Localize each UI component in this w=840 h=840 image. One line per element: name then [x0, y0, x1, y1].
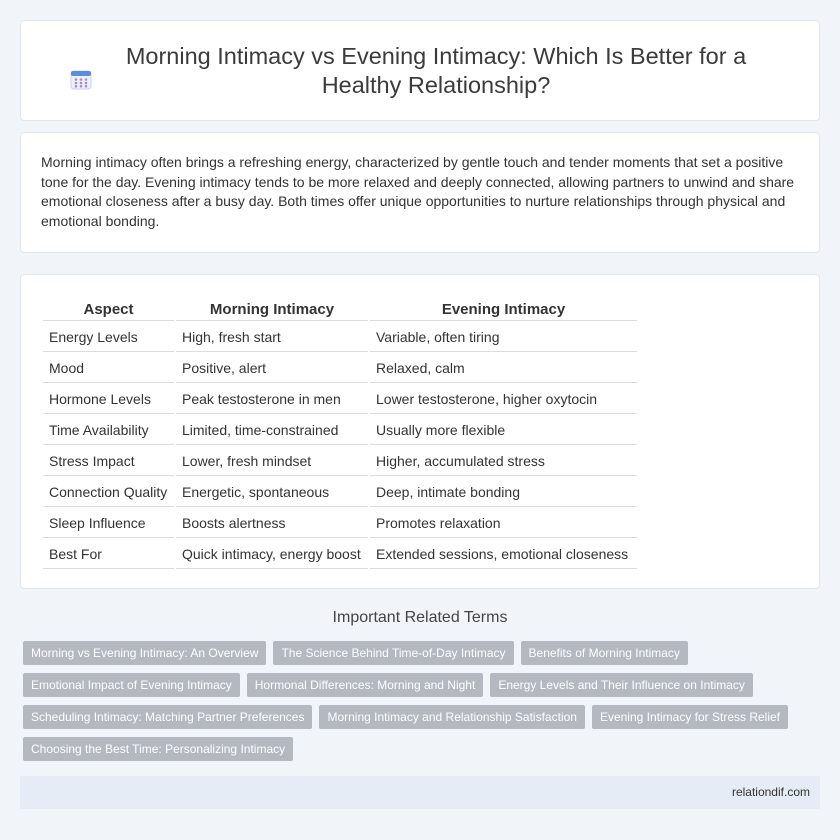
table-row: [43, 385, 637, 414]
table-cell: Best For: [43, 540, 174, 569]
related-term-link[interactable]: Evening Intimacy for Stress Relief: [592, 705, 788, 729]
table-row: [43, 354, 637, 383]
table-cell: Variable, often tiring: [370, 323, 637, 352]
table-cell: Energy Levels: [43, 323, 174, 352]
related-term-link[interactable]: Emotional Impact of Evening Intimacy: [23, 673, 240, 697]
column-header-evening: Evening Intimacy: [370, 297, 637, 321]
table-header-row: [43, 297, 637, 321]
table-cell: Peak testosterone in men: [176, 385, 368, 414]
table-cell: Lower testosterone, higher oxytocin: [370, 385, 637, 414]
table-cell: Hormone Levels: [43, 385, 174, 414]
table-cell: Higher, accumulated stress: [370, 447, 637, 476]
related-terms-list: [23, 641, 823, 761]
intro-card: [20, 132, 820, 253]
calendar-icon: [70, 68, 92, 90]
table-row: [43, 478, 637, 507]
column-header-morning: Morning Intimacy: [176, 297, 368, 321]
table-row: [43, 509, 637, 538]
footer: [20, 776, 820, 809]
table-cell: High, fresh start: [176, 323, 368, 352]
table-cell: Promotes relaxation: [370, 509, 637, 538]
table-cell: Quick intimacy, energy boost: [176, 540, 368, 569]
related-term-link[interactable]: The Science Behind Time-of-Day Intimacy: [273, 641, 513, 665]
related-term-link[interactable]: Morning vs Evening Intimacy: An Overview: [23, 641, 266, 665]
table-cell: Time Availability: [43, 416, 174, 445]
related-term-link[interactable]: Choosing the Best Time: Personalizing Intimacy: [23, 737, 293, 761]
site-link[interactable]: relationdif.com: [731, 785, 810, 799]
header-card: [20, 20, 820, 121]
table-cell: Deep, intimate bonding: [370, 478, 637, 507]
column-header-aspect: Aspect: [43, 297, 174, 321]
related-term-link[interactable]: Morning Intimacy and Relationship Satisfaction: [319, 705, 584, 729]
related-term-link[interactable]: Benefits of Morning Intimacy: [521, 641, 688, 665]
related-term-link[interactable]: Energy Levels and Their Influence on Intimacy: [490, 673, 753, 697]
table-cell: Sleep Influence: [43, 509, 174, 538]
table-cell: Stress Impact: [43, 447, 174, 476]
comparison-table: [41, 295, 639, 571]
comparison-card: [20, 274, 820, 589]
table-row: [43, 416, 637, 445]
table-cell: Usually more flexible: [370, 416, 637, 445]
table-cell: Boosts alertness: [176, 509, 368, 538]
intro-text: Morning intimacy often brings a refreshing energy, characterized by gentle touch and tender moments that set a positive tone for the day. Evening intimacy tends to be more relaxed and deeply connected, allowing partners to unwind and share emotional closeness after a busy day. Both times offer unique opportunities to nurture relationships through physical and emotional bonding.: [41, 154, 795, 229]
table-cell: Limited, time-constrained: [176, 416, 368, 445]
table-cell: Lower, fresh mindset: [176, 447, 368, 476]
table-row: [43, 323, 637, 352]
page-title: Morning Intimacy vs Evening Intimacy: Which Is Better for a Healthy Relationship?: [125, 42, 747, 98]
related-terms-heading: Important Related Terms: [332, 609, 508, 626]
table-cell: Energetic, spontaneous: [176, 478, 368, 507]
table-cell: Extended sessions, emotional closeness: [370, 540, 637, 569]
related-term-link[interactable]: Scheduling Intimacy: Matching Partner Preferences: [23, 705, 312, 729]
table-row: [43, 447, 637, 476]
table-cell: Connection Quality: [43, 478, 174, 507]
table-cell: Mood: [43, 354, 174, 383]
related-term-link[interactable]: Hormonal Differences: Morning and Night: [247, 673, 484, 697]
table-cell: Relaxed, calm: [370, 354, 637, 383]
table-cell: Positive, alert: [176, 354, 368, 383]
table-row: [43, 540, 637, 569]
